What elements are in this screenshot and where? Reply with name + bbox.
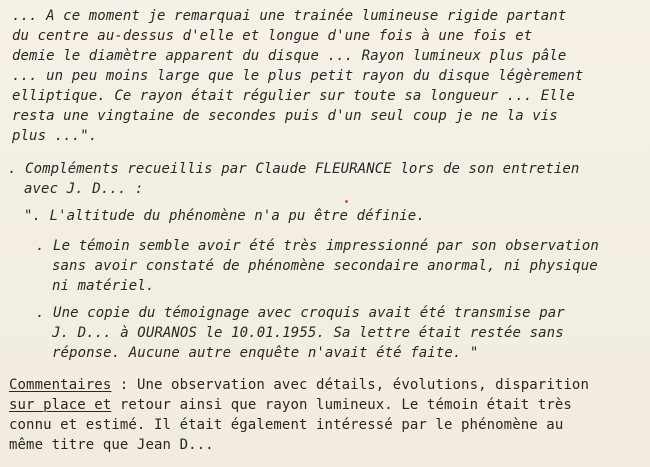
complement-item-cont: ni matériel.: [52, 278, 155, 294]
quote-line: demie le diamètre apparent du disque ... Rayon lumineux plus pâle: [12, 48, 567, 64]
commentaires-text: : Une observation avec détails, évolutions, disparition: [111, 377, 589, 393]
commentaires-line: [9, 375, 589, 395]
quote-line: du centre au-dessus d'elle et longue d'une fois à une fois et: [12, 28, 533, 44]
commentaires-underlined-text: sur place et: [9, 397, 112, 413]
quote-line: plus ...".: [12, 128, 98, 144]
complement-item: . Le témoin semble avoir été très impressionné par son observation: [36, 238, 599, 254]
complement-item-cont: J. D... à OURANOS le 10.01.1955. Sa lettre était restée sans: [52, 325, 564, 341]
complement-item-cont: réponse. Aucune autre enquête n'avait été faite. ": [52, 345, 479, 361]
quote-line: ... un peu moins large que le plus petit rayon du disque légèrement: [12, 68, 584, 84]
quote-line: ... A ce moment je remarquai une trainée lumineuse rigide partant: [12, 8, 567, 24]
commentaires-line: connu et estimé. Il était également intéressé par le phénomène au: [9, 417, 564, 433]
commentaires-label: Commentaires: [9, 377, 112, 393]
commentaires-line: même titre que Jean D...: [9, 437, 214, 453]
complements-heading-cont: avec J. D... :: [24, 181, 144, 197]
complement-item: ". L'altitude du phénomène n'a pu être définie.: [24, 208, 425, 224]
commentaires-line: [9, 395, 572, 415]
commentaires-text: retour ainsi que rayon lumineux. Le témoin était très: [111, 397, 572, 413]
complement-item-cont: sans avoir constaté de phénomène secondaire anormal, ni physique: [52, 258, 598, 274]
ink-mark: [345, 200, 348, 203]
quote-line: elliptique. Ce rayon était régulier sur toute sa longueur ... Elle: [12, 88, 575, 104]
complement-item: . Une copie du témoignage avec croquis avait été transmise par: [36, 305, 565, 321]
complements-heading: . Compléments recueillis par Claude FLEURANCE lors de son entretien: [8, 161, 580, 177]
quote-line: resta une vingtaine de secondes puis d'un seul coup je ne la vis: [12, 108, 558, 124]
